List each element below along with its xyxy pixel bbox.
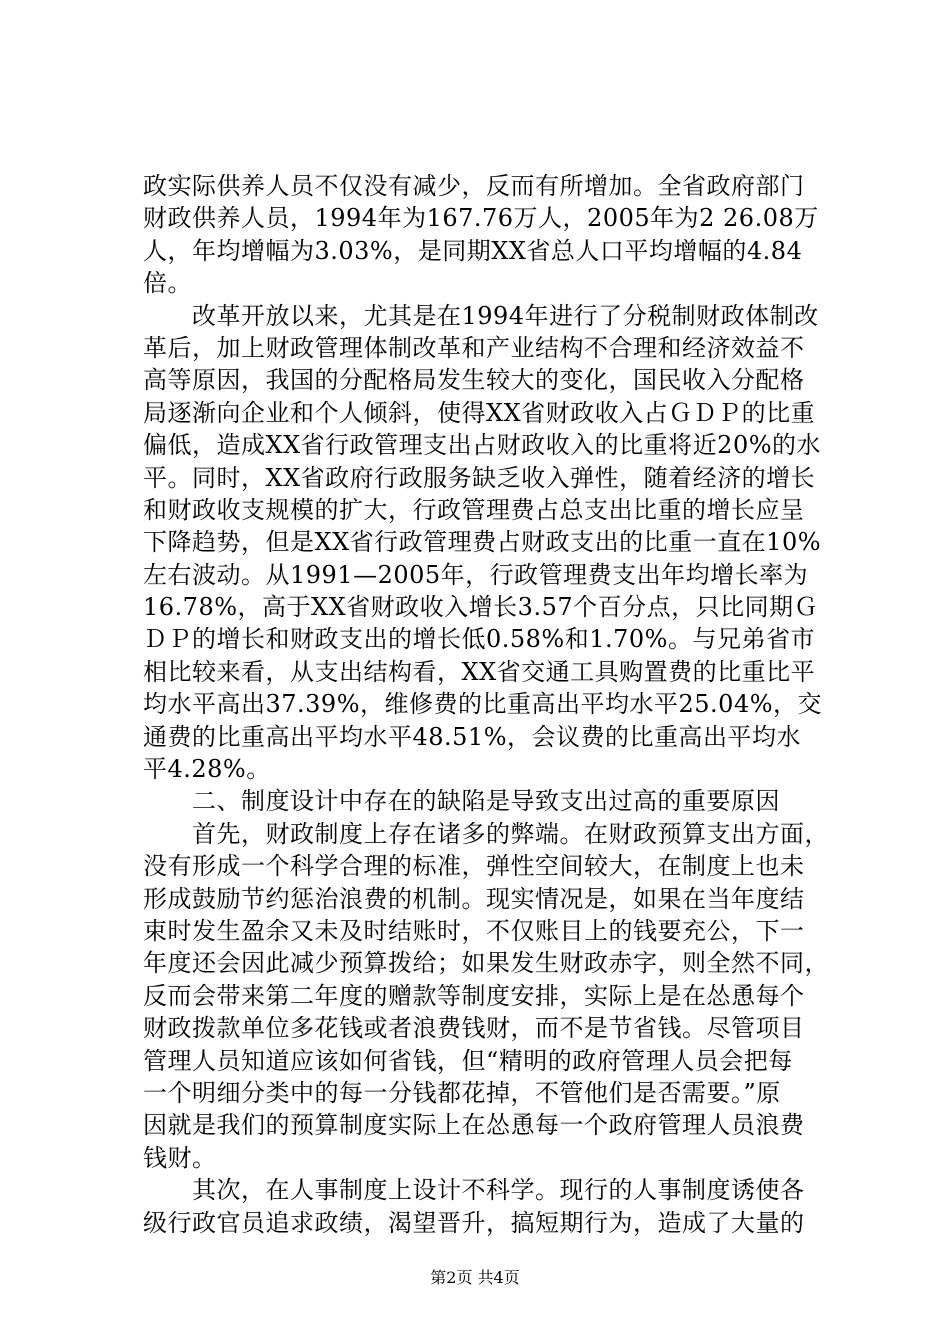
text-line: 平。同时，XX省政府行政服务缺乏收入弹性，随着经济的增长 (143, 463, 816, 492)
text-line: 没有形成一个科学合理的标准，弹性空间较大，在制度上也未 (143, 852, 805, 881)
page-number-footer: 第2页 共4页 (430, 1268, 520, 1287)
text-line: 年度还会因此减少预算拨给；如果发生财政赤字，则全然不同， (143, 949, 829, 978)
text-line: 一个明细分类中的每一分钱都花掉，不管他们是否需要。”原 (143, 1078, 781, 1107)
text-line: ＤＰ的增长和财政支出的增长低0.58%和1.70%。与兄弟省市 (143, 625, 815, 654)
text-line: 财政供养人员，1994年为167.76万人，2005年为2 26.08万 (143, 204, 819, 233)
text-line: 首先，财政制度上存在诸多的弊端。在财政预算支出方面， (143, 819, 829, 848)
text-line: 改革开放以来，尤其是在1994年进行了分税制财政体制改 (143, 301, 819, 330)
text-line: 形成鼓励节约惩治浪费的机制。现实情况是，如果在当年度结 (143, 884, 805, 913)
text-line: 其次，在人事制度上设计不科学。现行的人事制度诱使各 (143, 1176, 805, 1205)
text-line: 管理人员知道应该如何省钱，但“精明的政府管理人员会把每 (143, 1046, 793, 1075)
text-line: 16.78%，高于XX省财政收入增长3.57个百分点，只比同期Ｇ (143, 593, 819, 622)
text-line: 束时发生盈余又未及时结账时，不仅账目上的钱要充公，下一 (143, 916, 805, 945)
text-line: 革后，加上财政管理体制改革和产业结构不合理和经济效益不 (143, 333, 805, 362)
text-line: 人，年均增幅为3.03%，是同期XX省总人口平均增幅的4.84 (143, 236, 803, 265)
text-line: 局逐渐向企业和个人倾斜，使得XX省财政收入占ＧＤＰ的比重 (143, 398, 816, 427)
text-line: 相比较来看，从支出结构看，XX省交通工具购置费的比重比平 (143, 657, 816, 686)
text-line: 政实际供养人员不仅没有减少，反而有所增加。全省政府部门 (143, 172, 805, 200)
text-line: 因就是我们的预算制度实际上在怂恿每一个政府管理人员浪费 (143, 1111, 805, 1140)
section-heading: 二、制度设计中存在的缺陷是导致支出过高的重要原因 (143, 787, 780, 816)
text-line: 高等原因，我国的分配格局发生较大的变化，国民收入分配格 (143, 366, 805, 395)
text-line: 平4.28%。 (143, 755, 271, 784)
body-text (143, 170, 843, 1239)
text-line: 下降趋势，但是XX省行政管理费占财政支出的比重一直在10% (143, 528, 822, 557)
text-line: 左右波动。从1991—2005年，行政管理费支出年均增长率为 (143, 560, 809, 589)
text-line: 财政拨款单位多花钱或者浪费钱财，而不是节省钱。尽管项目 (143, 1014, 805, 1043)
text-line: 和财政收支规模的扩大，行政管理费占总支出比重的增长应呈 (143, 495, 805, 524)
text-line: 均水平高出37.39%，维修费的比重高出平均水平25.04%，交 (143, 690, 823, 719)
text-line: 钱财。 (143, 1143, 217, 1172)
text-line: 通费的比重高出平均水平48.51%，会议费的比重高出平均水 (143, 722, 802, 751)
text-line: 偏低，造成XX省行政管理支出占财政收入的比重将近20%的水 (143, 431, 822, 460)
text-line: 反而会带来第二年度的赠款等制度安排，实际上是在怂恿每个 (143, 981, 805, 1010)
text-line: 级行政官员追求政绩，渴望晋升，搞短期行为，造成了大量的 (143, 1208, 805, 1237)
text-line: 倍。 (143, 269, 192, 298)
